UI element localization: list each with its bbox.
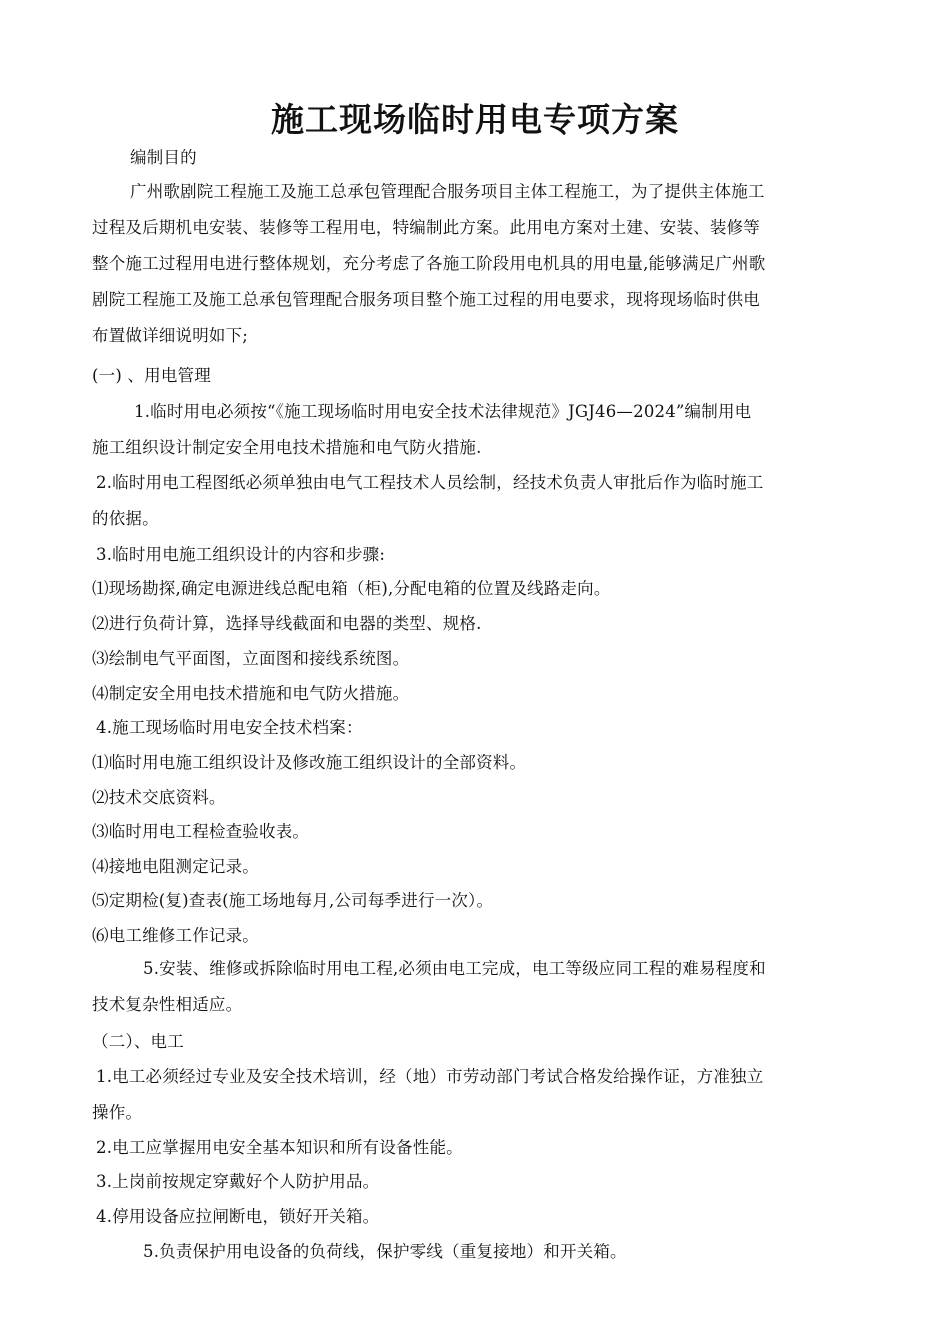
section1-item4-record3: ⑶临时用电工程检查验收表。 (92, 822, 310, 841)
section2-item3: 3.上岗前按规定穿戴好个人防护用品。 (96, 1172, 380, 1191)
section1-item4: 4.施工现场临时用电安全技术档案： (96, 718, 363, 737)
section1-item3-step3: ⑶绘制电气平面图，立面图和接线系统图。 (92, 649, 410, 668)
heading-purpose: 编制目的 (130, 148, 197, 167)
section2-item1-line1: 1.电工必须经过专业及安全技术培训，经（地）市劳动部门考试合格发给操作证，方准独立 (96, 1067, 764, 1086)
intro-line-5: 布置做详细说明如下; (92, 326, 249, 345)
section1-item4-record4: ⑷接地电阻测定记录。 (92, 857, 259, 876)
intro-line-4: 剧院工程施工及施工总承包管理配合服务项目整个施工过程的用电要求，现将现场临时供电 (92, 290, 760, 309)
section1-item1-line2: 施工组织设计制定安全用电技术措施和电气防火措施. (92, 438, 482, 457)
section1-item5-line2: 技术复杂性相适应。 (92, 995, 243, 1014)
section1-heading: (一) 、用电管理 (92, 366, 211, 385)
section1-item3-step1: ⑴现场勘探,确定电源进线总配电箱（柜),分配电箱的位置及线路走向。 (92, 579, 611, 598)
document-title: 施工现场临时用电专项方案 (271, 100, 679, 139)
intro-line-1: 广州歌剧院工程施工及施工总承包管理配合服务项目主体工程施工，为了提供主体施工 (130, 182, 765, 201)
section1-item4-record2: ⑵技术交底资料。 (92, 788, 226, 807)
section1-item3-step4: ⑷制定安全用电技术措施和电气防火措施。 (92, 684, 410, 703)
section1-item4-record6: ⑹电工维修工作记录。 (92, 926, 259, 945)
section2-item4: 4.停用设备应拉闸断电，锁好开关箱。 (96, 1207, 380, 1226)
section1-item4-record5: ⑸定期检(复)查表(施工场地每月,公司每季进行一次）。 (92, 891, 494, 910)
section1-item5-line1: 5.安装、维修或拆除临时用电工程,必须由电工完成，电工等级应同工程的难易程度和 (143, 959, 766, 978)
section2-item1-line2: 操作。 (92, 1103, 143, 1122)
section1-item2-line2: 的依据。 (92, 509, 159, 528)
section1-item2-line1: 2.临时用电工程图纸必须单独由电气工程技术人员绘制，经技术负责人审批后作为临时施工 (96, 473, 764, 492)
section2-heading: （二）、电工 (92, 1032, 184, 1051)
section1-item3-step2: ⑵进行负荷计算，选择导线截面和电器的类型、规格. (92, 614, 482, 633)
section2-item2: 2.电工应掌握用电安全基本知识和所有设备性能。 (96, 1138, 463, 1157)
section1-item4-record1: ⑴临时用电施工组织设计及修改施工组织设计的全部资料。 (92, 753, 527, 772)
section1-item3: 3.临时用电施工组织设计的内容和步骤: (96, 545, 386, 564)
intro-line-2: 过程及后期机电安装、装修等工程用电，特编制此方案。此用电方案对土建、安装、装修等 (92, 218, 760, 237)
intro-line-3: 整个施工过程用电进行整体规划，充分考虑了各施工阶段用电机具的用电量,能够满足广州歌 (92, 254, 766, 273)
section1-item1-line1: 1.临时用电必须按“《施工现场临时用电安全技术法律规范》JGJ46—2024”编制用电 (134, 402, 752, 421)
section2-item5: 5.负责保护用电设备的负荷线，保护零线（重复接地）和开关箱。 (143, 1242, 627, 1261)
